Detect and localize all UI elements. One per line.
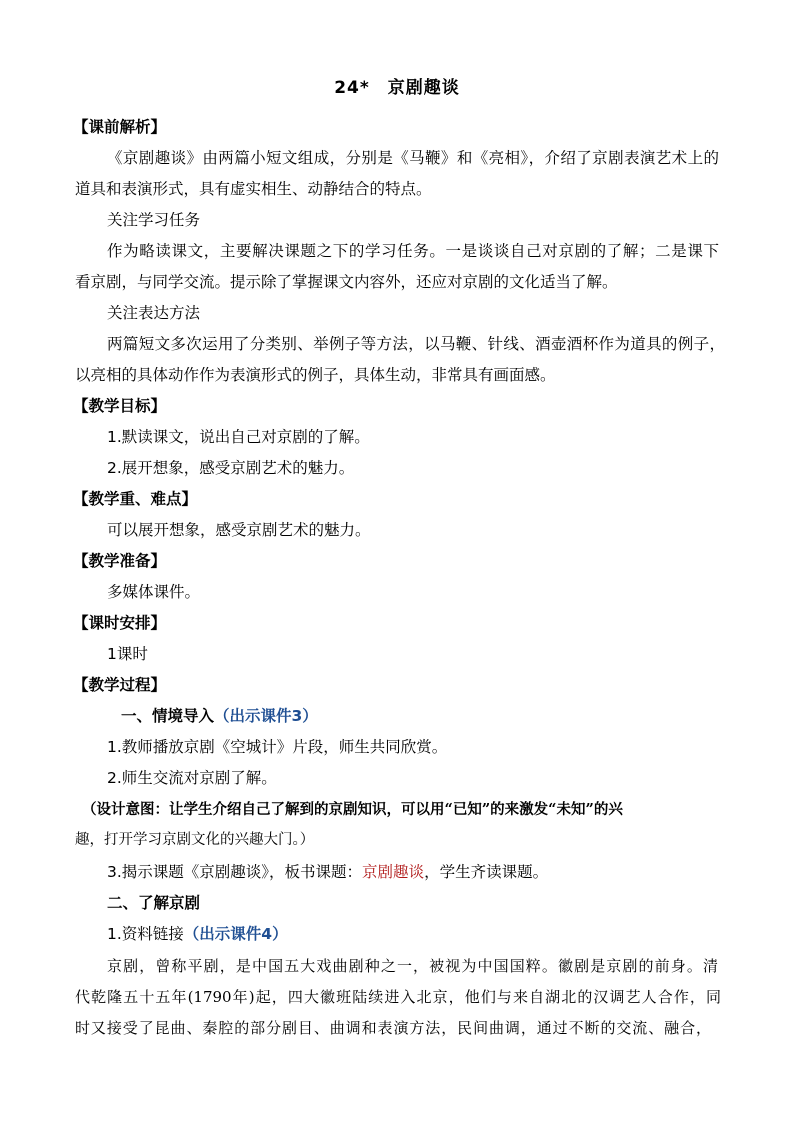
step-heading-learn-opera: 二、了解京剧 [107, 894, 201, 912]
list-item: 2.师生交流对京剧了解。 [107, 769, 277, 787]
paragraph-line: 道具和表演形式，具有虚实相生、动静结合的特点。 [75, 180, 432, 198]
page-title: 24* 京剧趣谈 [334, 78, 460, 98]
courseware-note: （出示课件3） [214, 707, 318, 725]
list-item [107, 861, 548, 883]
paragraph-line: 时又接受了昆曲、秦腔的部分剧目、曲调和表演方法，民间曲调，通过不断的交流、融合， [75, 1019, 711, 1037]
list-item-text: ，学生齐读课题。 [424, 863, 549, 881]
board-title: 京剧趣谈 [362, 863, 425, 881]
section-heading-teaching-process: 【教学过程】 [73, 676, 167, 694]
list-item: 2.展开想象，感受京剧艺术的魅力。 [107, 459, 355, 477]
step-heading-situation-intro [121, 705, 318, 727]
paragraph-line: 看京剧，与同学交流。提示除了掌握课文内容外，还应对京剧的文化适当了解。 [75, 273, 618, 291]
paragraph-line: 京剧，曾称平剧，是中国五大戏曲剧种之一，被视为中国国粹。徽剧是京剧的前身。清 [107, 957, 718, 975]
list-item: 1.默读课文，说出自己对京剧的了解。 [107, 428, 370, 446]
step-title: 一、情境导入 [121, 707, 215, 725]
courseware-note: （出示课件4） [183, 925, 288, 943]
design-intent-note [82, 799, 623, 821]
subheading-learning-task: 关注学习任务 [107, 211, 201, 229]
paragraph-line: 作为略读课文，主要解决课题之下的学习任务。一是谈谈自己对京剧的了解；二是课下 [107, 242, 719, 260]
design-intent-note-cont: 趣，打开学习京剧文化的兴趣大门。） [75, 832, 315, 848]
list-item-text: 1.资料链接 [107, 925, 184, 943]
paragraph-line: 代乾隆五十五年(1790年)起，四大徽班陆续进入北京，他们与来自湖北的汉调艺人合作，同 [75, 988, 721, 1006]
section-heading-schedule: 【课时安排】 [73, 614, 167, 632]
section-heading-teaching-goals: 【教学目标】 [73, 397, 167, 415]
section-heading-pre-analysis: 【课前解析】 [73, 118, 167, 136]
list-item-text: 3.揭示课题《京剧趣谈》，板书课题： [107, 863, 363, 881]
paragraph-line: 《京剧趣谈》由两篇小短文组成，分别是《马鞭》和《亮相》，介绍了京剧表演艺术上的 [107, 149, 719, 167]
paragraph-line: 1课时 [107, 645, 148, 663]
paragraph-line: 以亮相的具体动作作为表演形式的例子，具体生动，非常具有画面感。 [75, 366, 556, 384]
section-heading-key-points: 【教学重、难点】 [73, 490, 198, 508]
design-intent-line: （设计意图：让学生介绍自己了解到的京剧知识，可以用“已知”的来激发“未知”的兴 [82, 801, 623, 818]
paragraph-line: 可以展开想象，感受京剧艺术的魅力。 [107, 521, 371, 539]
paragraph-line: 两篇短文多次运用了分类别、举例子等方法，以马鞭、针线、酒壶酒杯作为道具的例子， [107, 335, 725, 353]
list-item [107, 923, 288, 945]
subheading-expression-method: 关注表达方法 [107, 304, 201, 322]
list-item: 1.教师播放京剧《空城计》片段，师生共同欣赏。 [107, 738, 448, 756]
paragraph-line: 多媒体课件。 [107, 583, 201, 601]
section-heading-preparation: 【教学准备】 [73, 552, 167, 570]
